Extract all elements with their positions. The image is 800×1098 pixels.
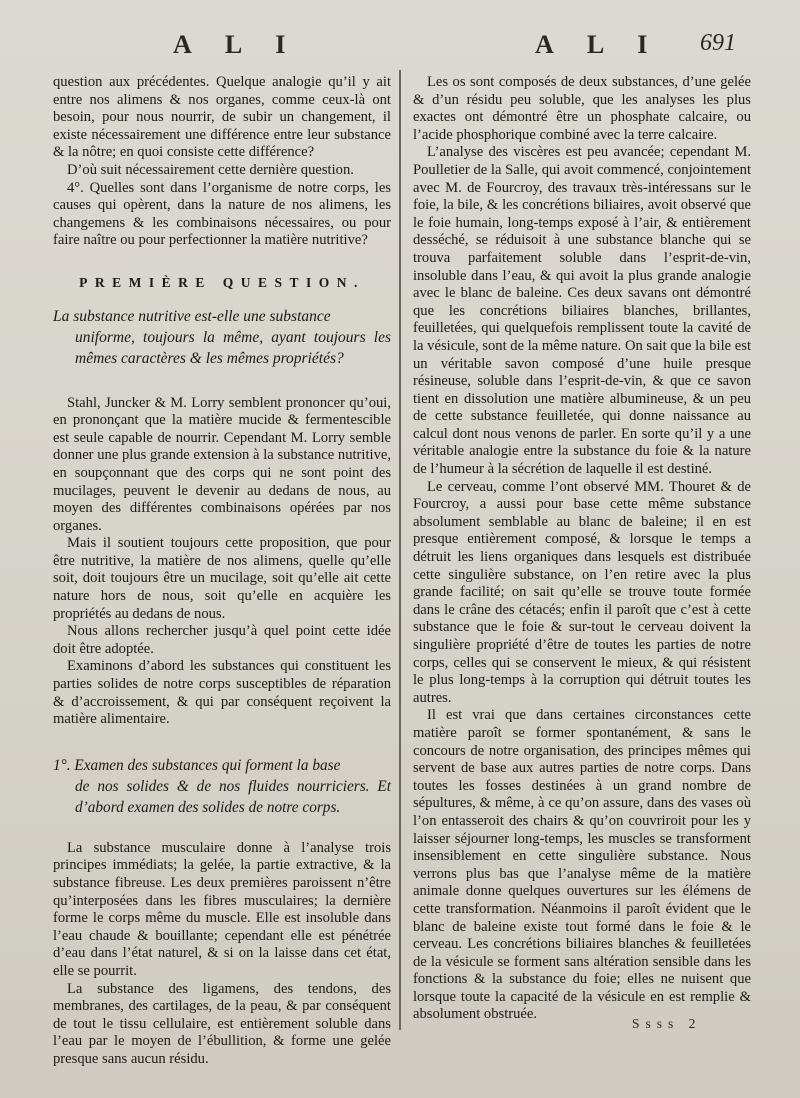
paragraph: Le cerveau, comme l’ont observé MM. Thouret & de Fourcroy, a aussi pour base cette même substance absolument semblable au blanc de baleine; il en est presque entièrement composé, & lorsque le temps a détruit les liens organiques dans lesquels est distribuée cette singulière substance, on l’en retire avec la plus grande facilité; on sait qu’elle se trouve toute formée dans le crâne des cétacés; enfin il paroît que c’est à cette substance que le foie & sur-tout le cerveau doivent la singulière propriété d’être de toutes les parties de notre corps, celles qui se conservent le mieux, & qui résistent le plus long-temps à la corruption qui détruit toutes les autres.	[413, 478, 751, 706]
page-number: 691	[700, 30, 736, 56]
paragraph: Stahl, Juncker & M. Lorry semblent prononcer qu’oui, en prononçant que la matière mucide & fermentescible est seule capable de nourrir. Cependant M. Lorry semble donner une plus grande extension à la substance nutritive, en soupçonnant que des corps qui ne sont point des mucilages, peuvent le devenir au dedans de nous, au moyen des différentes combinaisons opérées par nos organes.	[53, 394, 391, 534]
subhead-line: de nos solides & de nos fluides nourriciers. Et d’abord examen des solides de notre corps.	[75, 777, 391, 816]
left-column	[53, 74, 391, 1069]
question-line: uniforme, toujours la même, ayant toujours les mêmes caractères & les mêmes propriétés?	[75, 328, 391, 367]
section-title: PREMIÈRE QUESTION.	[79, 274, 365, 290]
paragraph: L’analyse des viscères est peu avancée; cependant M. Poulletier de la Salle, qui avoit commencé, conjointement avec M. de Fourcroy, des travaux très-intéressans sur le foie, la bile, & les concrétions biliaires, avoit observé que le foie humain, long-temps exposé à l’air, & entièrement desséché, se réduisoit à une substance blanche qui se trouva parfaitement soluble dans l’esprit-de-vin, insoluble dans l’eau, & qui avoit la plus grande analogie avec le blanc de baleine. Ces deux savans ont démontré que les concrétions biliaires blanches, brillantes, feuilletées, qui quelquefois remplissent toute la cavité de la vésicule, sont de la même nature. On sait que la bile est un véritable savon composé d’une huile presque résineuse, soluble dans l’esprit-de-vin, & que ce savon tient en dissolution une matière albumineuse, & un peu de cette substance feuilletée, qui donne naissance au calcul dont nous venons de parler. En sorte qu’il y a une véritable analogie entre la substance du foie & la nature de l’humeur à la sécrétion de laquelle il est destiné.	[413, 144, 751, 478]
paragraph: 4°. Quelles sont dans l’organisme de notre corps, les causes qui opèrent, dans la nature de nos alimens, les changemens & les combinaisons nécessaires, ou pour faire naître ou pour perfectionner la matière nutritive?	[53, 179, 391, 249]
running-head-right: A L I	[535, 30, 662, 59]
subhead-line: 1°. Examen des substances qui forment la base	[53, 756, 341, 774]
paragraph: Les os sont composés de deux substances, d’une gelée & d’un résidu peu soluble, que les analyses les plus exactes ont démontré être un phosphate calcaire, ou l’acide phosphorique combiné avec la terre calcaire.	[413, 74, 751, 143]
question-line: La substance nutritive est-elle une substance	[53, 307, 331, 325]
signature-mark: Ssss 2	[632, 1016, 702, 1031]
paragraph: Il est vrai que dans certaines circonstances cette matière paroît se former spontanément, & sans le concours de notre organisation, des principes mêmes qui servent de base aux autres parties de notre corps. Dans toutes les fosses destinées à un grand nombre de sépultures, & même, à ce qu’on assure, dans des vases où l’on entasseroit des chairs & qu’on couvriroit pour les y laisser séjourner long-temps, les muscles se transforment insensiblement en cette singulière substance. Nous verrons plus bas que l’analyse même de la matière animale donne quelques ouvertures sur les élémens de cette transformation. Néanmoins il paroît évident que le blanc de baleine existe tout formé dans le foie & le cerveau. Les concrétions biliaires blanches & feuilletées de la vésicule se forment sans altération sensible dans les fonctions & la substance du foie; elles ne nuisent que lorsque toute la capacité de la vésicule en est remplie & absolument obstruée.	[413, 707, 751, 1023]
paragraph: Nous allons rechercher jusqu’à quel point cette idée doit être adoptée.	[53, 623, 391, 657]
paragraph: La substance des ligamens, des tendons, des membranes, des cartilages, de la peau, & par conséquent de tout le tissu cellulaire, est entièrement soluble dans l’eau par le moyen de l’ébullition, & forme une gelée presque sans aucun résidu.	[53, 980, 391, 1067]
paragraph: D’où suit nécessairement cette dernière question.	[67, 161, 354, 178]
paragraph: Mais il soutient toujours cette proposition, que pour être nutritive, la matière de nos alimens, quelle qu’elle soit, doit toujours être un mucilage, soit qu’elle ait cette nature hors de nous, soit qu’elle en acquière les propriétés au dedans de nous.	[53, 535, 391, 622]
running-head-left: A L I	[173, 30, 300, 59]
paragraph: Examinons d’abord les substances qui constituent les parties solides de notre corps susceptibles de réparation & d’accroissement, & qui par conséquent reçoivent la matière alimentaire.	[53, 658, 391, 728]
paragraph: question aux précédentes. Quelque analogie qu’il y ait entre nos alimens & nos organes, comme ceux-là ont besoin, pour nous nourrir, de subir un changement, il existe nécessairement une différence entre leur substance & la nôtre; en quoi consiste cette différence?	[53, 74, 391, 161]
right-column	[413, 74, 751, 1024]
subsection-heading	[53, 755, 391, 818]
column-divider	[399, 70, 401, 1030]
question-heading	[53, 306, 391, 369]
paragraph: La substance musculaire donne à l’analyse trois principes immédiats; la gelée, la partie extractive, & la substance fibreuse. Les deux premières paroissent n’être qu’interposées dans les fibres musculaires; la dernière forme le corps même du muscle. Elle est insoluble dans l’eau chaude & bouillante; cependant elle est pénétrée d’eau dans l’état naturel, & si on la laisse dans cet état, elle se pourrit.	[53, 839, 391, 979]
